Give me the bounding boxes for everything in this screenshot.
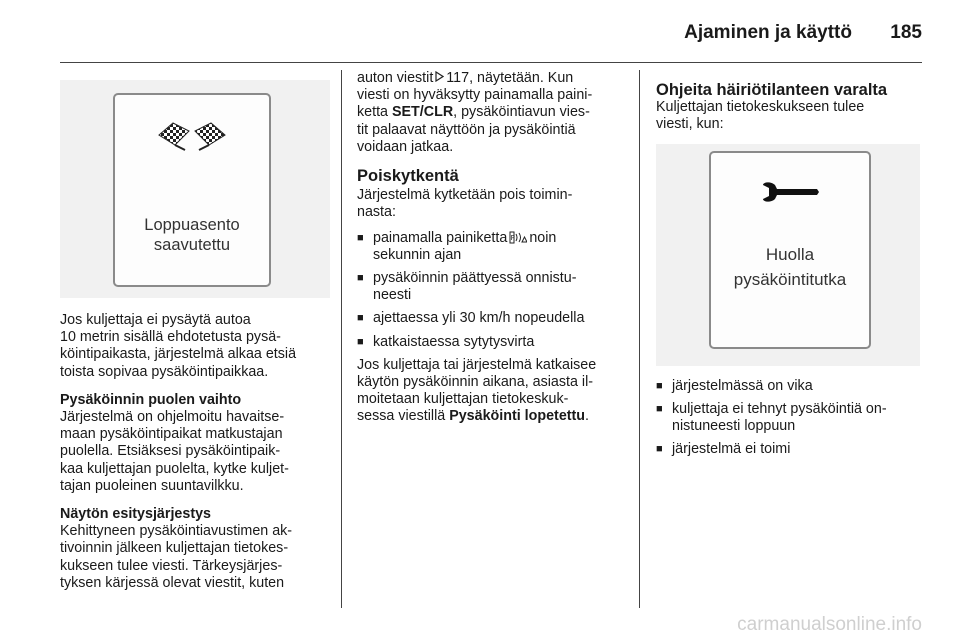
column-1 (60, 70, 330, 603)
text-run: Jos kuljettaja tai järjestelmä katkaisee käytön pysäköinnin aikana, asiasta il- moitetaan kuljettajan tietokeskuk- sessa viestillä (357, 356, 597, 425)
column-divider-2 (639, 70, 640, 608)
bullet-list (656, 378, 920, 459)
wrench-icon (761, 181, 821, 203)
list-item: ■ ajettaessa yli 30 km/h nopeudella (357, 310, 627, 327)
column-divider-1 (341, 70, 342, 608)
paragraph (357, 357, 627, 426)
header-rule (60, 62, 922, 63)
checkered-flags-icon (155, 121, 229, 151)
list-item: ■ pysäköinnin päättyessä onnistu- neesti (357, 270, 627, 304)
paragraph: Kehittyneen pysäköintiavustimen ak- tivoinnin jälkeen kuljettajan tietokes- kukseen tulee viesti. Tärkeysjärjes- tyksen kärjessä olevat viestit, kuten (60, 523, 293, 591)
page-title: Ajaminen ja käyttö (684, 22, 852, 43)
text-run: 117, näytetään. Kun viesti on hyväksytty painamalla paini- ketta (357, 70, 593, 121)
screen-line-1: Loppuasento (144, 216, 240, 234)
paragraph (357, 70, 627, 156)
bullet-list (357, 230, 627, 351)
screen-line-2: pysäköintitutka (733, 269, 847, 289)
subheading-parking-side: Pysäköinnin puolen vaihto (60, 391, 242, 408)
list-item: ■ kuljettaja ei tehnyt pysäköintiä on- nistuneesti loppuun (656, 401, 920, 435)
column-3 (656, 70, 920, 464)
list-item: ■ katkaistaessa sytytysvirta (357, 334, 627, 351)
page-number: 185 (890, 22, 922, 43)
text-run: . (585, 408, 590, 425)
text-run: noin sekunnin ajan (373, 229, 557, 263)
figure-service-sensor (656, 144, 920, 366)
message-name: Pysäköinti lopetettu (449, 408, 586, 425)
list-item (357, 230, 627, 264)
column-2 (357, 70, 627, 437)
paragraph: Jos kuljettaja ei pysäytä autoa 10 metrin sisällä ehdotetusta pysä- köintipaikasta, järjestelmä alkaa etsiä toista sopivaa pysäköintipaikkaa. (60, 312, 297, 380)
display-screen (113, 93, 271, 287)
watermark: carmanualsonline.info (737, 614, 922, 635)
subheading-display-order: Näytön esitysjärjestys (60, 506, 211, 523)
screen-line-2: saavutettu (153, 236, 231, 254)
list-item: ■ järjestelmässä on vika (656, 378, 920, 395)
section-heading-troubleshooting: Ohjeita häiriötilanteen varalta (656, 81, 888, 99)
text-run: painamalla painiketta (373, 229, 508, 246)
paragraph: Järjestelmä kytketään pois toimin- nasta: (357, 187, 573, 221)
text-run: , pysäköintiavun vies- tit palaavat näyttöön ja pysäköintiä voidaan jatkaa. (357, 104, 590, 155)
display-screen (709, 151, 871, 349)
button-name: SET/CLR (391, 104, 454, 121)
xref-triangle-icon (435, 71, 444, 82)
paragraph: Järjestelmä on ohjelmoitu havaitse- maan pysäköintipaikat matkustajan puolella. Etsiäksesi pysäköintipaik- kaa kuljettajan puolelta, kytke kuljet- tajan puoleinen suuntavilkku. (60, 409, 289, 494)
svg-text:P: P (510, 233, 516, 242)
screen-line-1: Huolla (765, 244, 815, 264)
section-heading-deactivation: Poiskytkentä (357, 167, 459, 186)
figure-final-position (60, 80, 330, 298)
list-item: ■ järjestelmä ei toimi (656, 441, 920, 458)
text-run: auton viestit (357, 70, 434, 86)
parking-assist-icon (509, 231, 527, 244)
paragraph: Kuljettajan tietokeskukseen tulee viesti, kun: (656, 99, 865, 133)
